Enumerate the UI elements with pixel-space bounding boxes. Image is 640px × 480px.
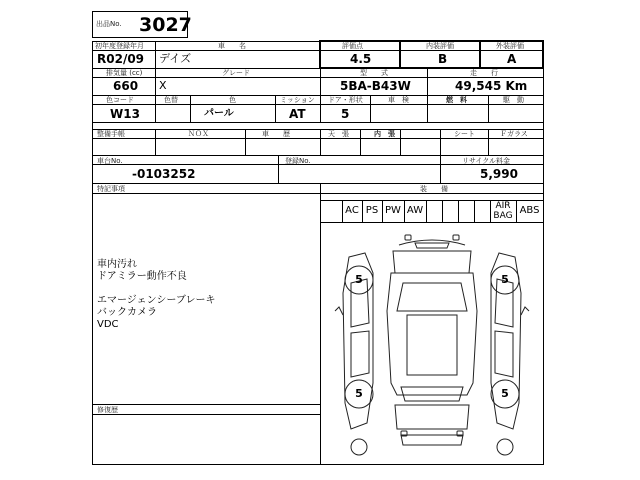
displacement-label: 排気量 (cc) [106, 69, 143, 77]
color-code-label: 色コード [106, 96, 134, 104]
equip-cell-airbag: AIR BAG [493, 201, 513, 221]
registration-number-label: 登録No. [285, 157, 311, 165]
color-change-label: 色替 [164, 96, 178, 104]
model-code-label: 型 式 [360, 69, 388, 77]
note-line [97, 283, 215, 295]
car-name-value: デイズ [159, 52, 192, 65]
first-registration-label: 初年度登録年月 [95, 42, 144, 50]
transmission-label: ミッション [280, 96, 315, 104]
equip-cell-ac: AC [345, 205, 359, 216]
interior-score-label: 内装評価 [426, 42, 454, 50]
transmission-value: AT [289, 107, 306, 121]
grade-value: X [159, 79, 167, 92]
inspection-label: 車 検 [388, 96, 409, 104]
special-notes-list [97, 259, 215, 331]
exhibit-number-value: 3027 [139, 14, 192, 36]
equip-cell-abs: ABS [519, 205, 540, 216]
vehicle-history-label: 車 歴 [262, 130, 290, 138]
equip-cell-blank [442, 200, 458, 222]
doors-label: ドア・形状 [328, 96, 363, 104]
exhibit-number-label: 出品No. [96, 20, 122, 28]
seat-label: シート [454, 130, 475, 138]
tire-front-right: 5 [501, 273, 509, 286]
color-value: パール [204, 108, 234, 119]
score-label: 評価点 [342, 42, 363, 50]
front-glass-label: Ｆガラス [500, 130, 528, 138]
drive-label: 駆 動 [503, 96, 524, 104]
equip-cell-blank [458, 200, 474, 222]
note-line: VDC [97, 319, 119, 330]
equip-cell-pw: PW [385, 205, 401, 216]
note-line: 車内汚れ [97, 259, 137, 270]
car-condition-diagram [321, 223, 543, 463]
note-line: ドアミラー動作不良 [97, 271, 187, 282]
chassis-number-value: -0103252 [132, 167, 196, 181]
mileage-value: 49,545 Km [455, 79, 528, 93]
equipment-label: 装 備 [420, 185, 448, 193]
equip-cell-ps: PS [365, 205, 379, 216]
equip-cell-aw: AW [406, 205, 424, 216]
maintenance-record-label: 整備手帳 [97, 130, 125, 138]
roof-lining-label: 天 張 [328, 130, 349, 138]
score-value: 4.5 [350, 52, 372, 66]
exterior-score-label: 外装評価 [496, 42, 524, 50]
displacement-value: 660 [113, 79, 139, 93]
mileage-label: 走 行 [470, 69, 498, 77]
note-line: エマージェンシーブレーキ [97, 295, 216, 306]
chassis-number-label: 車台No. [97, 157, 123, 165]
car-name-label: 車 名 [218, 42, 246, 50]
equip-cell-blank [474, 200, 490, 222]
tire-front-left: 5 [355, 273, 363, 286]
repair-history-label: 修復歴 [97, 406, 118, 414]
interior-score-value: B [438, 52, 448, 66]
tire-rear-right: 5 [501, 387, 509, 400]
equip-cell-blank [426, 200, 442, 222]
color-code-value: W13 [110, 107, 140, 121]
color-label: 色 [229, 96, 236, 104]
grade-label: グレード [222, 69, 250, 77]
tire-rear-left: 5 [355, 387, 363, 400]
recycle-fee-value: 5,990 [480, 167, 518, 181]
fuel-label: 燃 料 [446, 96, 467, 104]
recycle-fee-label: リサイクル料金 [462, 157, 511, 165]
nox-label: ＮＯＸ [188, 130, 209, 138]
model-code-value: 5BA-B43W [340, 79, 411, 93]
exterior-score-value: A [507, 52, 517, 66]
special-notes-label: 特記事項 [97, 185, 125, 193]
doors-value: 5 [341, 107, 350, 121]
interior-trim-label: 内 張 [374, 130, 395, 138]
first-registration-value: R02/09 [97, 52, 145, 66]
note-line: バックカメラ [97, 307, 157, 318]
